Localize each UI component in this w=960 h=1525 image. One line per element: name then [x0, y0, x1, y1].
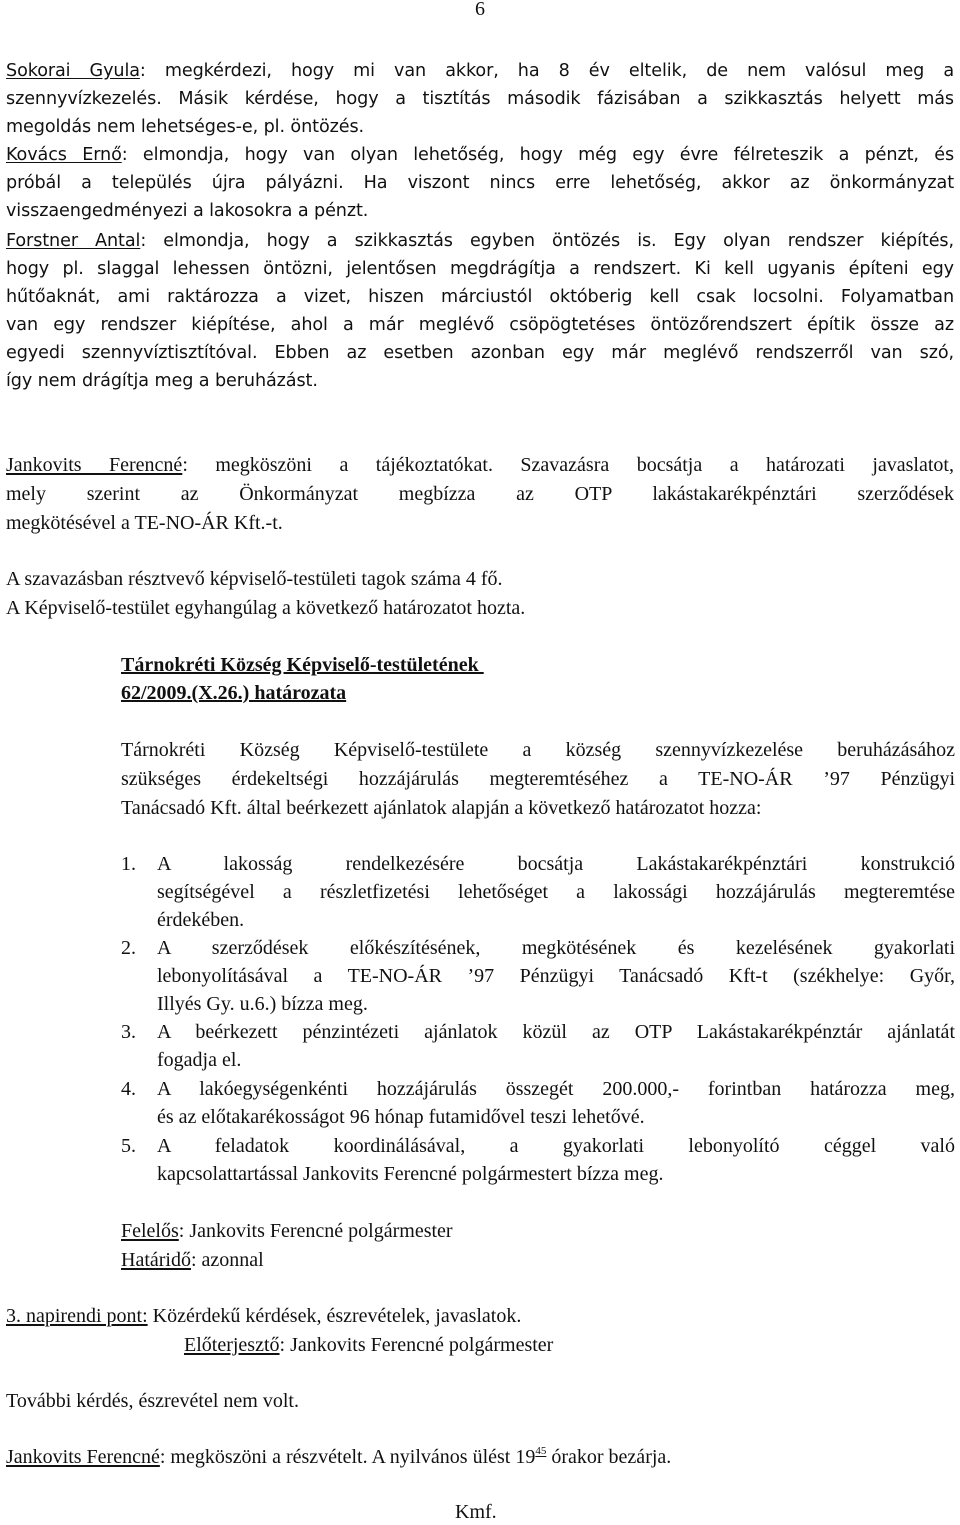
list-item-number: 4.: [121, 1078, 136, 1100]
responsible-value: : Jankovits Ferencné polgármester: [178, 1220, 453, 1242]
speaker-name: Sokorai Gyula: [6, 61, 140, 81]
resolution-title: Tárnokréti Község Képviselő-testületének: [121, 654, 484, 676]
closing-line: [6, 1444, 954, 1470]
deadline-line: [121, 1247, 955, 1273]
presenter-line: [184, 1332, 954, 1358]
text-span: : megköszöni a tájékoztatókat. Szavazásra bocsátja a határozati javaslatot,: [182, 454, 954, 476]
item-line: segítségével a részletfizetési lehetőséget a lakossági hozzájárulás megteremtése: [157, 881, 955, 903]
paragraph-line: [6, 452, 954, 478]
paragraph-line: mely szerint az Önkormányzat megbízza az OTP lakástakarékpénztári szerződések: [6, 483, 954, 505]
intro-line: szükséges érdekeltségi hozzájárulás megteremtéséhez a TE-NO-ÁR ’97 Pénzügyi: [121, 768, 955, 790]
responsible-line: [121, 1218, 955, 1244]
deadline-label: Határidő: [121, 1249, 191, 1271]
speaker-name: Jankovits Ferencné: [6, 454, 183, 476]
speaker-name: Kovács Ernő: [6, 145, 122, 165]
text-span: : elmondja, hogy a szikkasztás egyben öntözés is. Egy olyan rendszer kiépítés,: [140, 231, 954, 251]
paragraph-line: megoldás nem lehetséges-e, pl. öntözés.: [6, 117, 365, 137]
list-item-number: 2.: [121, 937, 136, 959]
paragraph-line: [6, 58, 954, 84]
resolution-number: 62/2009.(X.26.) határozata: [121, 682, 347, 704]
vote-line: A szavazásban résztvevő képviselő-testületi tagok száma 4 fő.: [6, 568, 503, 590]
closing-tail: órakor bezárja.: [546, 1446, 672, 1468]
text-span: : elmondja, hogy van olyan lehetőség, hogy még egy évre félreteszik a pénzt, és: [121, 145, 955, 165]
text-span: : megkérdezi, hogy mi van akkor, ha 8 év eltelik, de nem valósul meg a: [139, 61, 955, 81]
item-line: A feladatok koordinálásával, a gyakorlati lebonyolító céggel való: [157, 1135, 955, 1157]
closing-text: : megköszöni a részvételt. A nyilvános ülést 19: [159, 1446, 536, 1468]
list-item-number: 1.: [121, 853, 136, 875]
item-line: A lakóegységenkénti hozzájárulás összegét 200.000,- forintban határozza meg,: [157, 1078, 955, 1100]
item-line: Illyés Gy. u.6.) bízza meg.: [157, 993, 368, 1015]
closing-minutes: 45: [535, 1445, 547, 1457]
item-line: érdekében.: [157, 909, 245, 931]
item-line: A lakosság rendelkezésére bocsátja Lakástakarékpénztári konstrukció: [157, 853, 955, 875]
paragraph-line: így nem drágítja meg a beruházást.: [6, 371, 318, 391]
statement-line: További kérdés, észrevétel nem volt.: [6, 1390, 299, 1412]
item-line: lebonyolításával a TE-NO-ÁR ’97 Pénzügyi Tanácsadó Kft-t (székhelye: Győr,: [157, 965, 955, 987]
paragraph-line: egyedi szennyvíztisztítóval. Ebben az esetben azonban egy már meglévő rendszerről van szó,: [6, 343, 954, 363]
presenter-value: : Jankovits Ferencné polgármester: [279, 1334, 554, 1356]
presenter-label: Előterjesztő: [184, 1334, 280, 1356]
intro-line: Tárnokréti Község Képviselő-testülete a község szennyvízkezelése beruházásához: [121, 739, 955, 761]
kmf-signoff: Kmf.: [455, 1501, 497, 1523]
paragraph-line: szennyvízkezelés. Másik kérdése, hogy a tisztítás második fázisában a szikkasztás helyett más: [6, 89, 954, 109]
page-number: 6: [475, 0, 485, 20]
paragraph-line: próbál a település újra pályázni. Ha viszont nincs erre lehetőség, akkor az önkormányzat: [6, 173, 954, 193]
speaker-name: Forstner Antal: [6, 231, 141, 251]
item-line: A szerződések előkészítésének, megkötésének és kezelésének gyakorlati: [157, 937, 955, 959]
paragraph-line: visszaengedményezi a lakosokra a pénzt.: [6, 201, 369, 221]
paragraph-line: van egy rendszer kiépítése, ahol a már meglévő csöpögtetéses öntözőrendszert építik össze az: [6, 315, 954, 335]
responsible-label: Felelős: [121, 1220, 179, 1242]
vote-line: A Képviselő-testület egyhangúlag a következő határozatot hozta.: [6, 597, 526, 619]
item-line: fogadja el.: [157, 1049, 242, 1071]
agenda-line: [6, 1303, 954, 1329]
item-line: és az előtakarékosságot 96 hónap futamidővel teszi lehetővé.: [157, 1106, 645, 1128]
agenda-label: 3. napirendi pont:: [6, 1305, 148, 1327]
item-line: A beérkezett pénzintézeti ajánlatok közül az OTP Lakástakarékpénztár ajánlatát: [157, 1021, 955, 1043]
paragraph-line: megkötésével a TE-NO-ÁR Kft.-t.: [6, 512, 283, 534]
item-line: kapcsolattartással Jankovits Ferencné polgármestert bízza meg.: [157, 1163, 664, 1185]
paragraph-line: hogy pl. slaggal lehessen öntözni, jelentősen megdrágítja a rendszert. Ki kell ugyanis építeni egy: [6, 259, 954, 279]
list-item-number: 5.: [121, 1135, 136, 1157]
paragraph-line: hűtőaknát, ami raktározza a vizet, hiszen márciustól októberig kell csak locsolni. Folyamatban: [6, 287, 954, 307]
deadline-value: : azonnal: [190, 1249, 264, 1271]
list-item-number: 3.: [121, 1021, 136, 1043]
speaker-name: Jankovits Ferencné: [6, 1446, 160, 1468]
agenda-text: Közérdekű kérdések, észrevételek, javaslatok.: [147, 1305, 522, 1327]
intro-line: Tanácsadó Kft. által beérkezett ajánlatok alapján a következő határozatot hozza:: [121, 797, 762, 819]
paragraph-line: [6, 142, 954, 168]
paragraph-line: [6, 228, 954, 254]
